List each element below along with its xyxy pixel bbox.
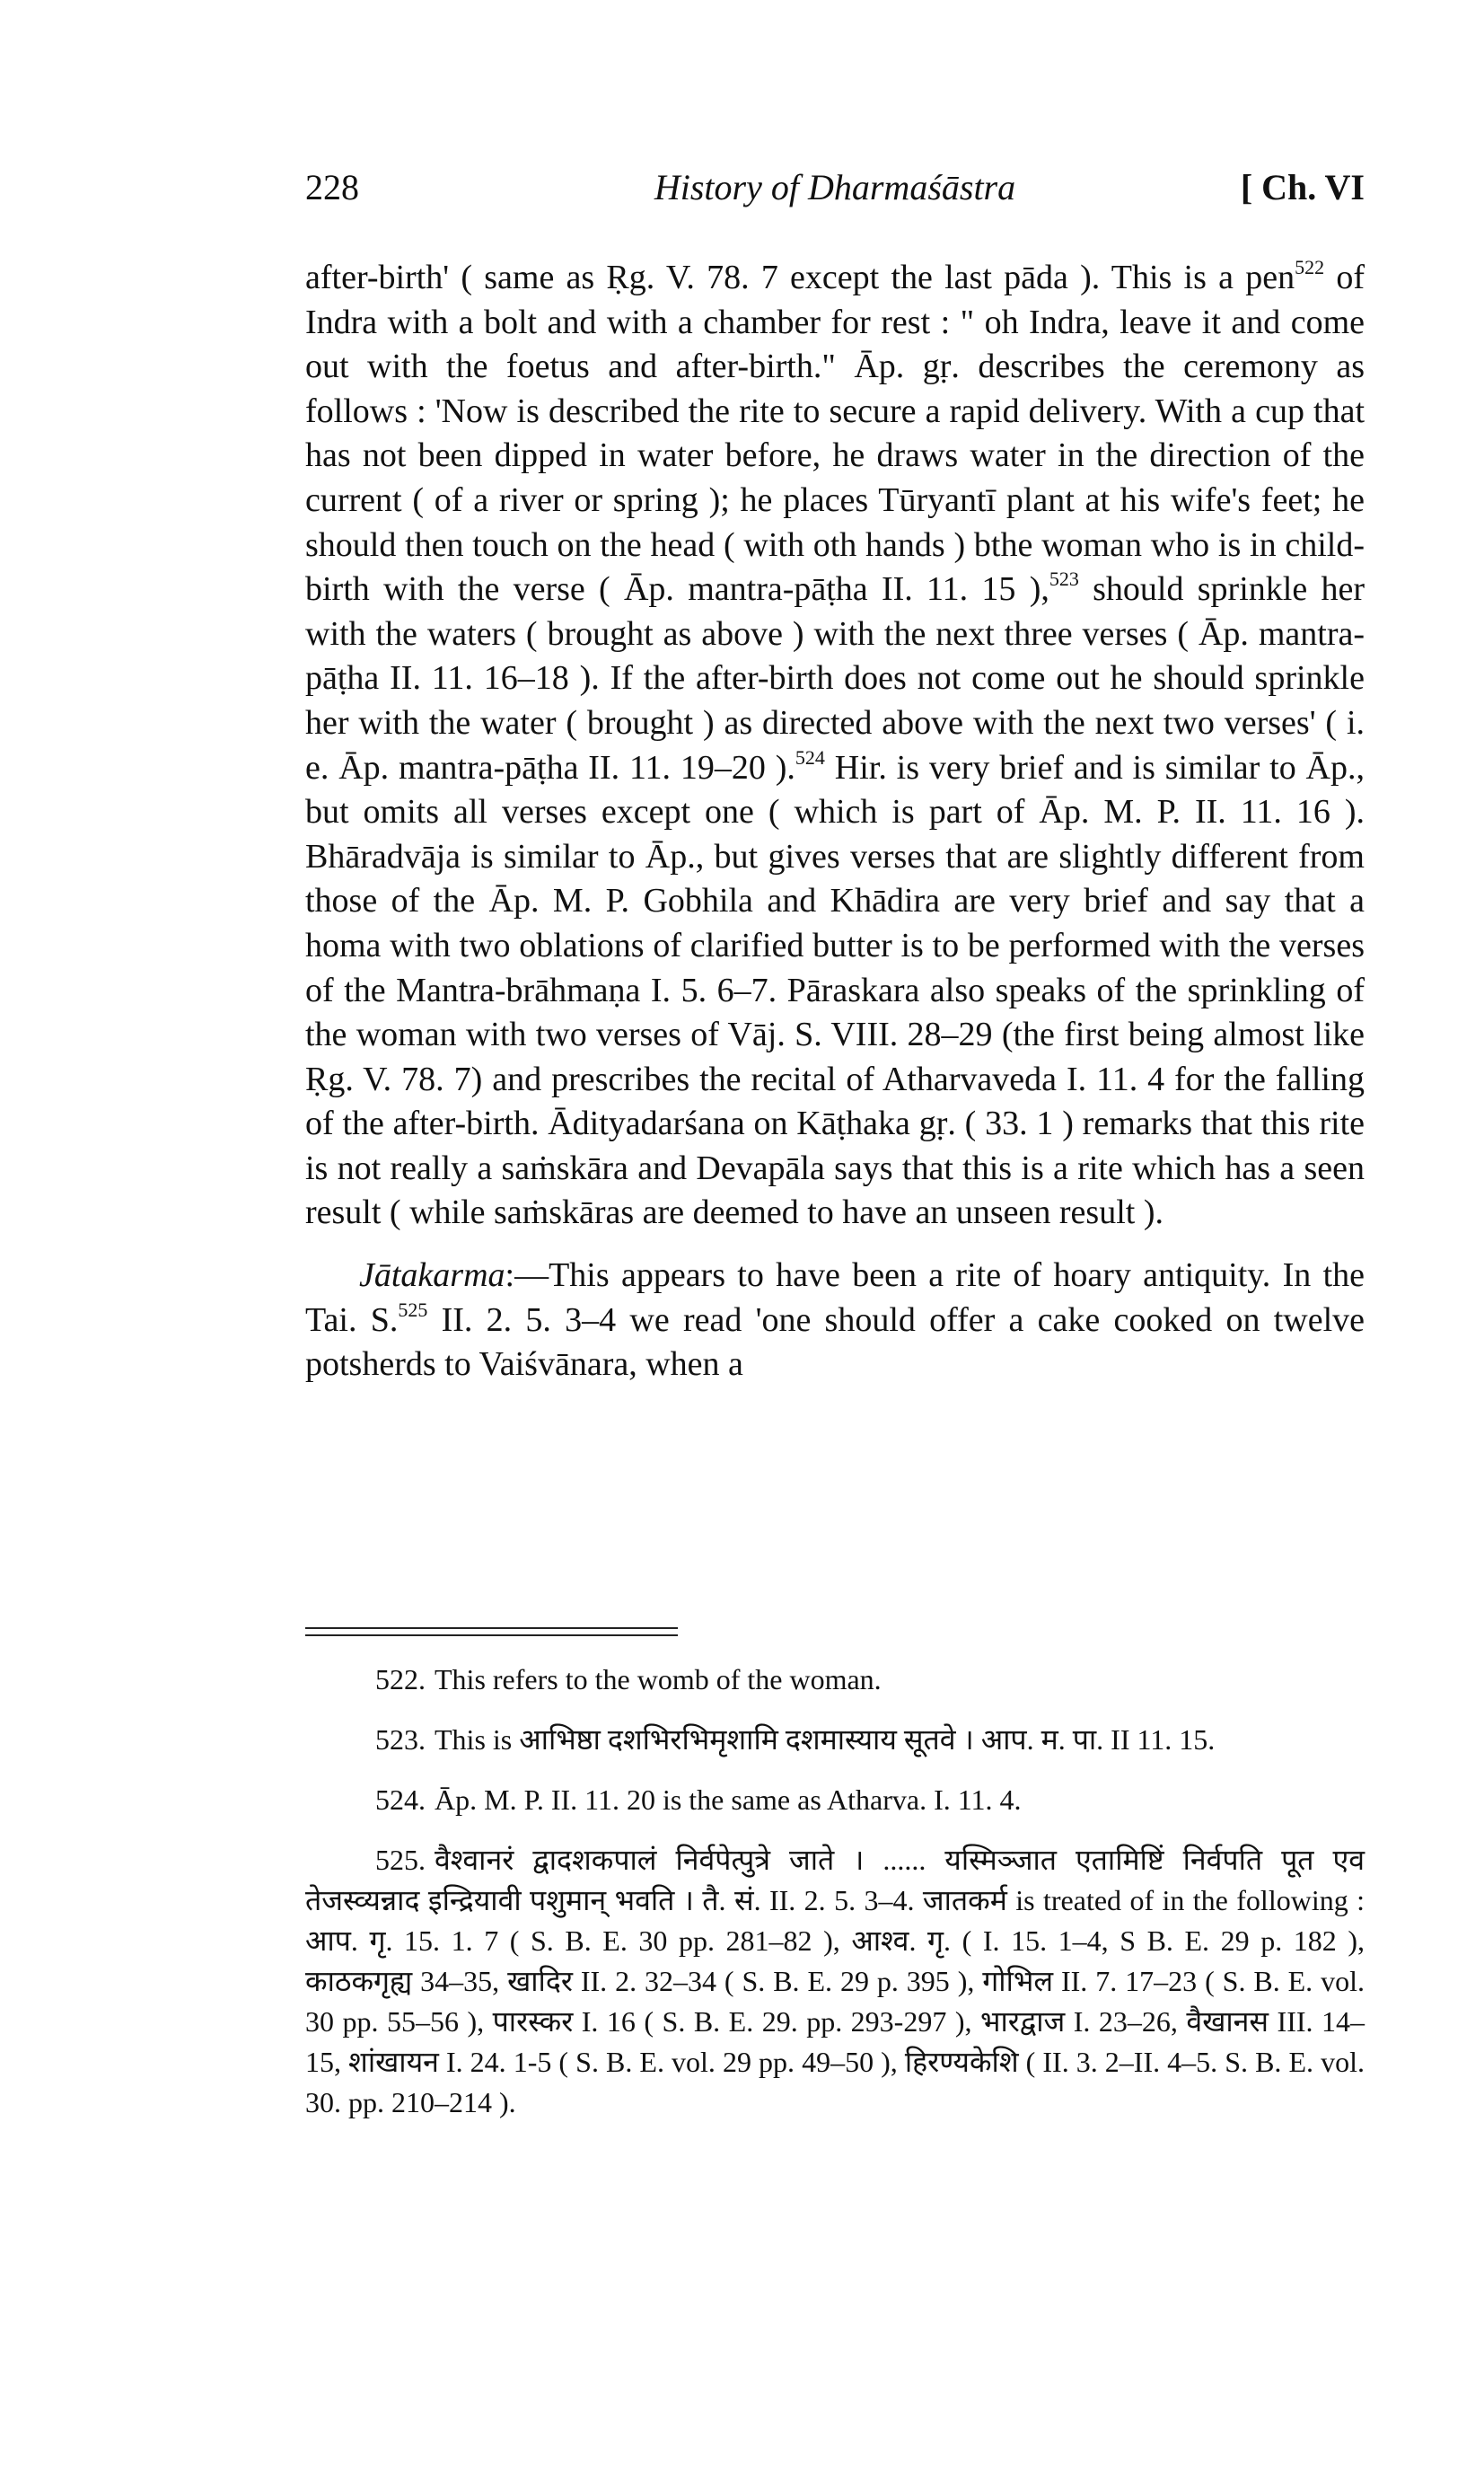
chapter-label: [ Ch. VI bbox=[1240, 167, 1365, 207]
jatakarma-term: Jātakarma bbox=[359, 1256, 505, 1295]
footnote-text: This refers to the womb of the woman. bbox=[435, 1663, 882, 1695]
footnote-number: 524. bbox=[375, 1783, 426, 1816]
main-text bbox=[305, 256, 1365, 1387]
running-title: History of Dharmaśāstra bbox=[654, 167, 1016, 207]
footnote-ref-525: 525 bbox=[398, 1298, 428, 1321]
footnote-number: 523. bbox=[375, 1723, 426, 1756]
paragraph-2-part-1: :—This appears to have been a rite of hoary antiquity. In the Tai. S. bbox=[305, 1256, 1365, 1339]
paragraph-1-part-4: Hir. is very brief and is similar to Āp., but omits all verses except one ( which is part of Āp. M. P. II. 11. 16 ). Bhāradvāja is similar to Āp., but gives verses that are slightly different from those of the Āp. M. P. Gobhila and Khādira are very brief and say that a homa with two oblations of clarified butter is to be performed with the verses of the Mantra-brāhmaṇa I. 5. 6–7. Pāraskara also speaks of the sprinkling of the woman with two verses of Vāj. S. VIII. 28–29 (the first being almost like Ṛg. V. 78. 7) and prescribes the recital of Atharvaveda I. 11. 4 for the falling of the after-birth. Ādityadarśana on Kāṭhaka gṛ. ( 33. 1 ) remarks that this rite is not really a saṁskāra and Devapāla says that this is a rite which has a seen result ( while saṁskāras are deemed to have an unseen result ). bbox=[305, 748, 1365, 1232]
footnotes bbox=[305, 1660, 1365, 2123]
paragraph-2-part-2: II. 2. 5. 3–4 we read 'one should offer a cake cooked on twelve potsherds to Vaiśvānara, when a bbox=[305, 1300, 1365, 1384]
footnote-525 bbox=[305, 1840, 1365, 2123]
footnote-divider-2 bbox=[305, 1634, 678, 1636]
footnote-ref-522: 522 bbox=[1295, 256, 1325, 278]
footnote-524 bbox=[305, 1780, 1365, 1820]
paragraph-1 bbox=[305, 256, 1365, 1236]
footnote-text: Āp. M. P. II. 11. 20 is the same as Atharva. I. 11. 4. bbox=[435, 1783, 1022, 1816]
footnote-number: 525. bbox=[375, 1844, 426, 1876]
footnote-522 bbox=[305, 1660, 1365, 1700]
footnote-divider bbox=[305, 1627, 678, 1629]
paragraph-2 bbox=[305, 1254, 1365, 1387]
paragraph-1-part-3: should sprinkle her with the waters ( brought as above ) with the next three verses ( Āp. mantra-pāṭha II. 11. 16–18 ). If the after-birth does not come out he should sprinkle her with the water ( brought ) as directed above with the next two verses' ( i. e. Āp. mantra-pāṭha II. 11. 19–20 ). bbox=[305, 570, 1365, 787]
footnote-number: 522. bbox=[375, 1663, 426, 1695]
footnote-text: वैश्वानरं द्वादशकपालं निर्वपेत्पुत्रे जाते । ...... यस्मिञ्जात एतामिष्टिं निर्वपति पूत एव तेजस्व्यन्नाद इन्द्रियावी पशुमान् भवति । तै. सं. II. 2. 5. 3–4. जातकर्म is treated of in the following : आप. गृ. 15. 1. 7 ( S. B. E. 30 pp. 281–82 ), आश्व. गृ. ( I. 15. 1–4, S B. E. 29 p. 182 ), काठकगृह्य 34–35, खादिर II. 2. 32–34 ( S. B. E. 29 p. 395 ), गोभिल II. 7. 17–23 ( S. B. E. vol. 30 pp. 55–56 ), पारस्कर I. 16 ( S. B. E. 29. pp. 293-297 ), भारद्वाज I. 23–26, वैखानस III. 14–15, शांखायन I. 24. 1-5 ( S. B. E. vol. 29 pp. 49–50 ), हिरण्यकेशि ( II. 3. 2–II. 4–5. S. B. E. vol. 30. pp. 210–214 ). bbox=[305, 1844, 1365, 2118]
footnote-ref-524: 524 bbox=[795, 745, 825, 769]
page-number: 228 bbox=[305, 167, 359, 207]
paragraph-1-part-1: after-birth' ( same as Ṛg. V. 78. 7 except the last pāda ). This is a pen bbox=[305, 259, 1295, 296]
footnote-523 bbox=[305, 1720, 1365, 1760]
paragraph-1-part-2: of Indra with a bolt and with a chamber for rest : " oh Indra, leave it and come out with the foetus and after-birth." Āp. gṛ. describes the ceremony as follows : 'Now is described the rite to secure a rapid delivery. With a cup that has not been dipped in water before, he draws water in the direction of the current ( of a river or spring ); he places Tūryantī plant at his wife's feet; he should then touch on the head ( with oth hands ) bthe woman who is in child-birth with the verse ( Āp. mantra-pāṭha II. 11. 15 ), bbox=[305, 259, 1365, 609]
footnote-text: This is आभिष्ठा दशभिरभिमृशामि दशमास्याय सूतवे । आप. म. पा. II 11. 15. bbox=[435, 1723, 1216, 1756]
footnote-ref-523: 523 bbox=[1049, 568, 1079, 591]
running-header bbox=[305, 166, 1365, 220]
